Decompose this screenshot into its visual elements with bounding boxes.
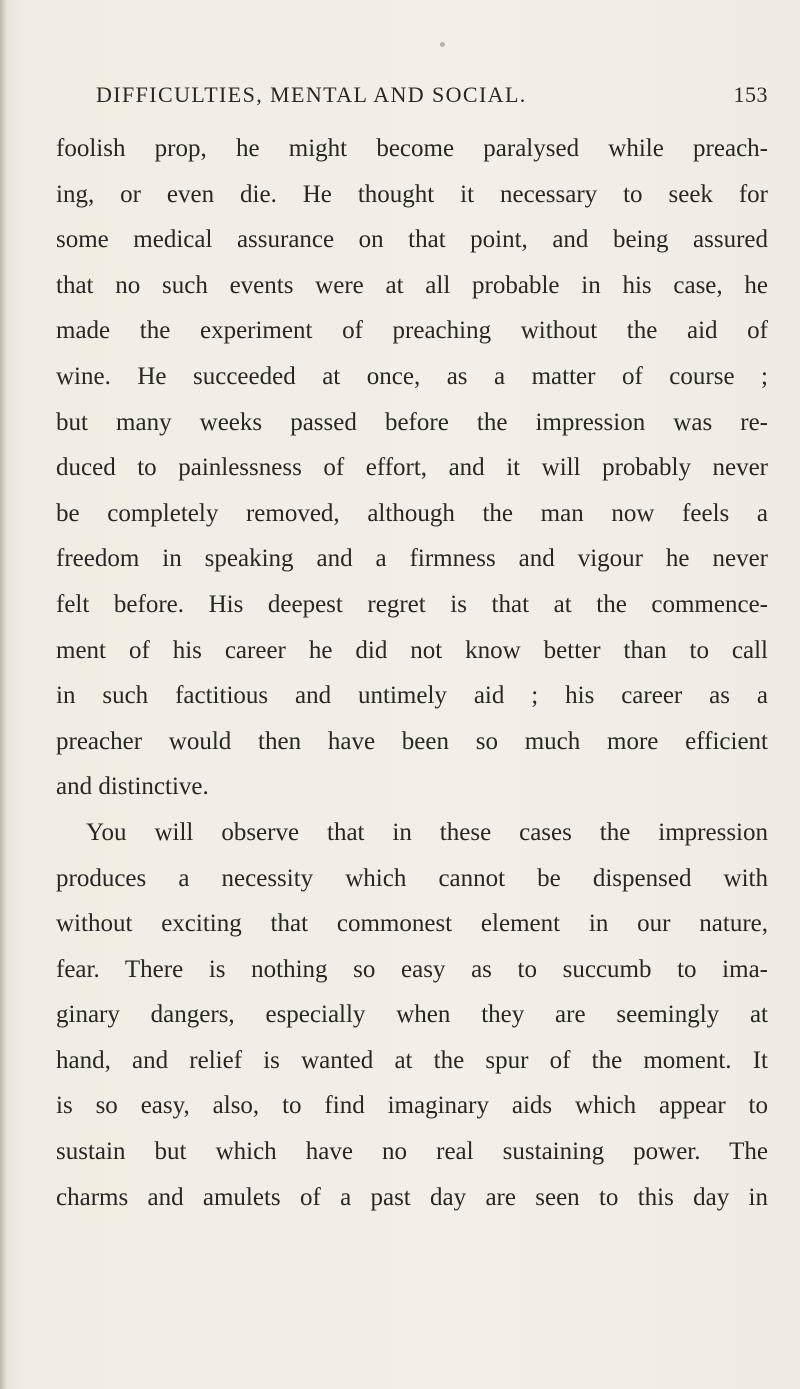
text-line: preacher would then have been so much more efficient [56,727,768,755]
body-text [56,126,768,1220]
running-head-title: DIFFICULTIES, MENTAL AND SOCIAL. [96,82,527,107]
text-line: freedom in speaking and a firmness and vigour he never [56,545,768,573]
text-line: charms and amulets of a past day are seen to this day in [56,1183,768,1211]
text-line: be completely removed, although the man now feels a [56,499,768,527]
text-line: sustain but which have no real sustaining power. The [56,1138,768,1166]
text-line: but many weeks passed before the impression was re- [56,408,768,436]
text-line: You will observe that in these cases the impression [86,818,768,846]
paragraph-1 [56,126,768,810]
text-line: ing, or even die. He thought it necessary to seek for [56,180,768,208]
text-line: in such factitious and untimely aid ; his career as a [56,682,768,710]
text-line: duced to painlessness of effort, and it will probably never [56,454,768,482]
text-line: that no such events were at all probable in his case, he [56,271,768,299]
text-line: felt before. His deepest regret is that at the commence- [56,590,768,618]
text-line: wine. He succeeded at once, as a matter of course ; [56,362,768,390]
text-line: without exciting that commonest element in our nature, [56,910,768,938]
text-line: foolish prop, he might become paralysed while preach- [56,135,768,162]
page-number: 153 [733,82,768,107]
text-line: ment of his career he did not know better than to call [56,636,768,664]
text-line: ginary dangers, especially when they are seemingly at [56,1001,768,1029]
paragraph-2 [56,810,768,1220]
page-binding-edge [0,0,6,1389]
paper-speck [440,42,445,47]
text-line: made the experiment of preaching without the aid of [56,317,768,345]
text-line: hand, and relief is wanted at the spur of the moment. It [56,1046,768,1074]
text-line: fear. There is nothing so easy as to succumb to ima- [56,955,768,983]
text-line: produces a necessity which cannot be dispensed with [56,864,768,892]
text-line: is so easy, also, to find imaginary aids which appear to [56,1092,768,1120]
running-head [96,82,768,114]
text-line: and distinctive. [56,773,209,801]
text-line: some medical assurance on that point, and being assured [56,226,768,254]
